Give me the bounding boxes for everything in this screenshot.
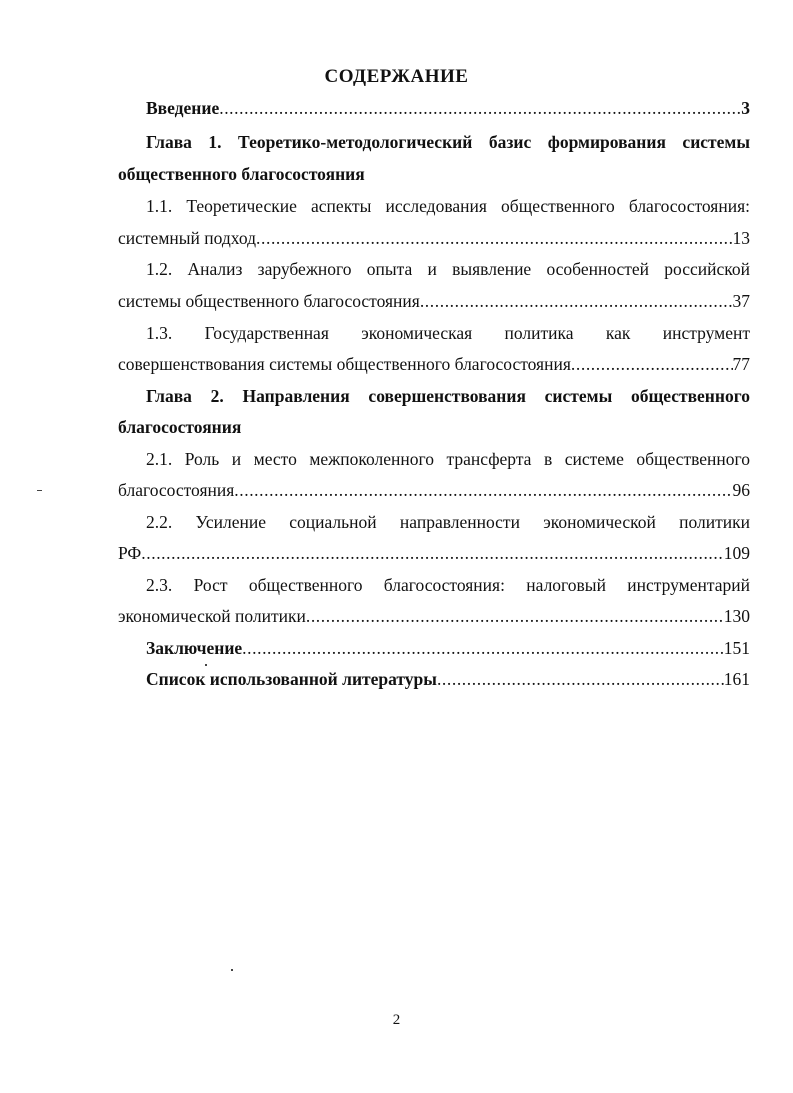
toc-page-number: 161: [723, 669, 750, 689]
toc-chapter-2-line1[interactable]: Глава 2. Направления совершенствования системы общественного: [146, 386, 750, 406]
toc-entry-label: РФ: [118, 543, 142, 563]
toc-section-1-2-line2[interactable]: [118, 290, 750, 312]
dot-leader: [141, 542, 723, 564]
toc-entry-conclusion[interactable]: [146, 637, 750, 659]
toc-chapter-2-line2[interactable]: благосостояния: [118, 417, 242, 437]
scan-artifact: [205, 664, 207, 666]
toc-page-number: 130: [723, 606, 750, 626]
page-number: 2: [392, 1012, 401, 1028]
dot-leader: [234, 479, 732, 501]
dot-leader: [242, 637, 724, 659]
toc-section-2-1-line2[interactable]: [118, 479, 750, 501]
toc-section-2-3-line2[interactable]: [118, 605, 750, 627]
toc-entry-label: Заключение: [146, 638, 243, 658]
toc-section-2-3-line1[interactable]: 2.3. Рост общественного благосостояния: налоговый инструментарий: [146, 575, 750, 595]
dot-leader: [571, 353, 733, 375]
toc-page-number: 13: [732, 228, 750, 248]
toc-entry-label: совершенствования системы общественного благосостояния: [118, 354, 571, 374]
toc-page-number: 96: [732, 480, 750, 500]
toc-page-number: 109: [723, 543, 750, 563]
toc-page-number: 77: [732, 354, 750, 374]
page-title: СОДЕРЖАНИЕ: [324, 66, 469, 87]
toc-chapter-1-line1[interactable]: Глава 1. Теоретико-методологический базис формирования системы: [146, 132, 750, 152]
toc-entry-label: экономической политики: [118, 606, 306, 626]
toc-section-1-1-line1[interactable]: 1.1. Теоретические аспекты исследования общественного благосостояния:: [146, 196, 750, 216]
dot-leader: [437, 668, 724, 690]
toc-section-1-1-line2[interactable]: [118, 227, 750, 249]
toc-entry-label: системный подход: [118, 228, 257, 248]
toc-section-1-2-line1[interactable]: 1.2. Анализ зарубежного опыта и выявление особенностей российской: [146, 259, 750, 279]
toc-section-2-1-line1[interactable]: 2.1. Роль и место межпоколенного трансферта в системе общественного: [146, 449, 750, 469]
toc-page-number: 151: [723, 638, 750, 658]
dot-leader: [420, 290, 733, 312]
toc-entry-introduction[interactable]: [146, 97, 750, 119]
toc-section-1-3-line2[interactable]: [118, 353, 750, 375]
toc-entry-label: Список использованной литературы: [146, 669, 437, 689]
toc-section-2-2-line2[interactable]: [118, 542, 750, 564]
toc-entry-references[interactable]: [146, 668, 750, 690]
scan-artifact: [231, 969, 233, 971]
toc-section-2-2-line1[interactable]: 2.2. Усиление социальной направленности экономической политики: [146, 512, 750, 532]
dot-leader: [219, 97, 741, 119]
scan-artifact: [37, 490, 42, 491]
toc-section-1-3-line1[interactable]: 1.3. Государственная экономическая политика как инструмент: [146, 323, 750, 343]
toc-page-number: 37: [732, 291, 750, 311]
toc-entry-label: Введение: [146, 98, 220, 118]
toc-entry-label: благосостояния: [118, 480, 235, 500]
toc-chapter-1-line2[interactable]: общественного благосостояния: [118, 164, 365, 184]
dot-leader: [256, 227, 732, 249]
dot-leader: [306, 605, 724, 627]
toc-page-number: 3: [741, 98, 750, 118]
toc-entry-label: системы общественного благосостояния: [118, 291, 420, 311]
